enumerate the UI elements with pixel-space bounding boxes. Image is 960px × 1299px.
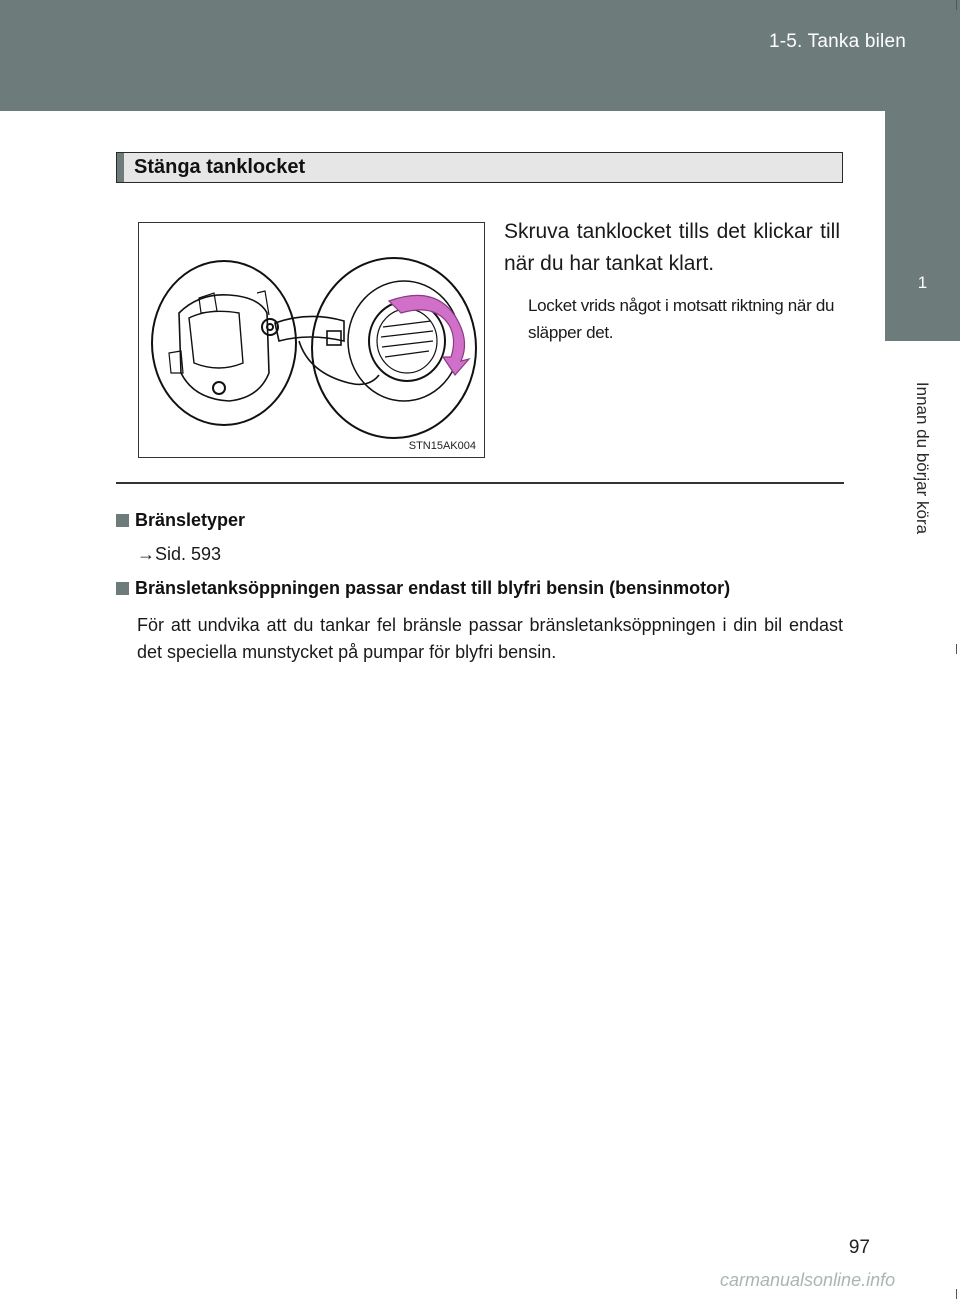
heading-accent-bar [117,153,124,182]
item-heading-label: Bränsletanksöppningen passar endast till blyfri bensin (bensinmotor) [135,578,731,598]
note-text: Locket vrids något i motsatt riktning när du släpper det. [528,296,835,342]
section-heading-title: Stänga tanklocket [134,156,306,178]
item-heading-fuel-types [116,510,245,531]
page-reference[interactable] [137,544,221,565]
square-bullet-icon [116,582,129,595]
page-reference-label: Sid. 593 [155,544,222,564]
page-number: 97 [848,1237,870,1258]
fuel-door-drawing [139,223,484,457]
side-tab-label: Innan du börjar köra [913,381,933,534]
header-band [0,0,960,111]
crop-mark [956,1289,957,1299]
side-tab-band [885,111,960,224]
fuel-cap-illustration [138,222,485,458]
crop-mark [956,0,957,10]
section-heading [116,152,843,183]
divider [116,482,844,484]
crop-mark [956,644,957,654]
item-heading-fuel-opening [116,578,730,599]
instruction-text: Skruva tanklocket tills det klickar till när du har tankat klart. [504,220,840,275]
header-section-title: 1-5. Tanka bilen [769,31,906,52]
arrow-icon: → [137,544,155,564]
item-heading-label: Bränsletyper [135,510,246,530]
square-bullet-icon [116,514,129,527]
side-tab-number: 1 [885,224,960,341]
figure-code: STN15AK004 [408,440,476,452]
body-paragraph: För att undvika att du tankar fel bränsle passar bränsletanksöppningen i din bil endast det speciella munstycket på pumpar för blyfri bensin. [137,615,843,662]
footer-watermark: carmanualsonline.info [720,1270,896,1290]
